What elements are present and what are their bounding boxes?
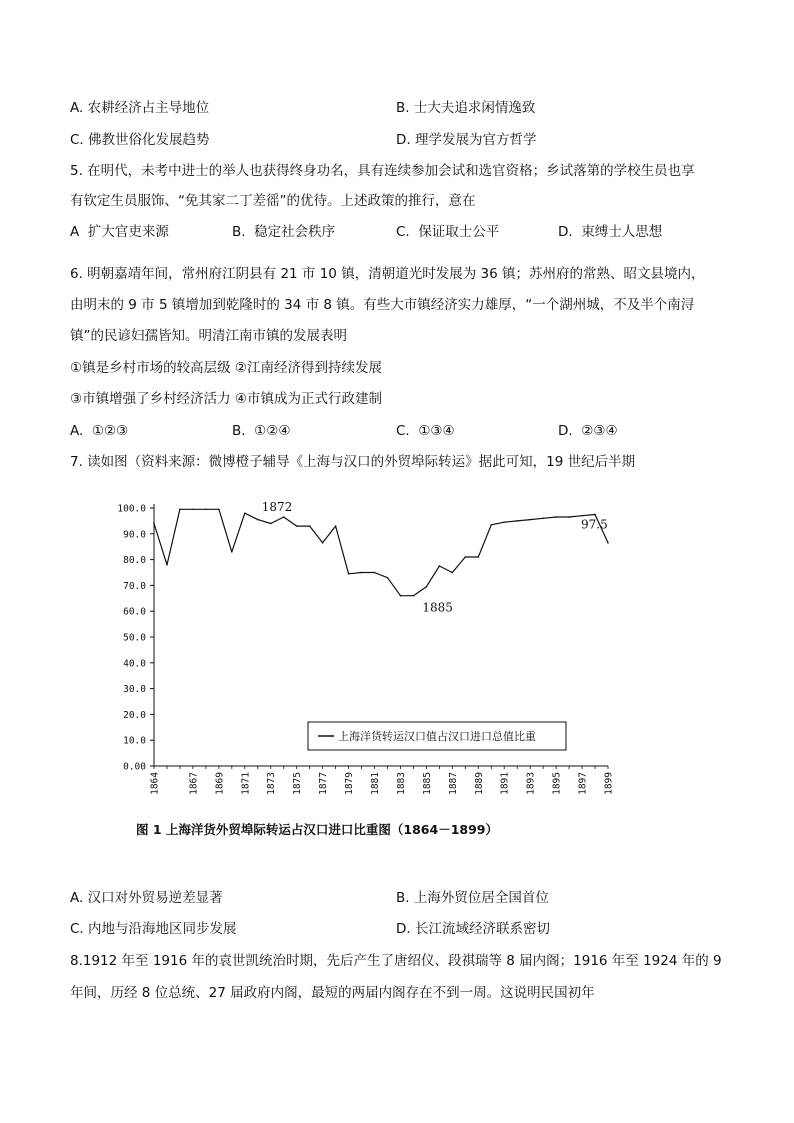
- data-point: [348, 573, 350, 575]
- x-tick-label: 1899: [603, 772, 615, 795]
- series-line: [154, 509, 608, 595]
- q5-option-d: [558, 222, 662, 242]
- x-axis: [150, 766, 615, 795]
- option-letter: D.: [396, 921, 411, 937]
- legend: [308, 722, 566, 750]
- data-point: [309, 525, 311, 527]
- data-point: [335, 525, 337, 527]
- option-text: 内地与沿海地区同步发展: [88, 921, 237, 937]
- option-text: 束缚士人思想: [581, 224, 663, 240]
- data-point: [387, 577, 389, 579]
- option-letter: A.: [70, 423, 84, 439]
- data-point: [322, 542, 324, 544]
- q7-option-d: [396, 919, 550, 939]
- option-text: ①②③: [91, 423, 129, 439]
- option-letter: D.: [558, 224, 573, 240]
- q7-option-c: [70, 919, 237, 939]
- x-tick-label: 1873: [266, 772, 278, 795]
- data-point: [516, 520, 518, 522]
- q6-option-a: [70, 421, 128, 441]
- data-point: [490, 524, 492, 526]
- data-point: [361, 572, 363, 574]
- data-point: [465, 556, 467, 558]
- option-letter: C.: [70, 132, 84, 148]
- data-point: [542, 518, 544, 520]
- x-tick-label: 1887: [447, 772, 459, 795]
- data-point: [503, 521, 505, 523]
- y-tick-label: 60.0: [123, 606, 146, 618]
- option-letter: C.: [70, 921, 84, 937]
- y-tick-label: 0.00: [123, 761, 146, 773]
- data-point: [283, 516, 285, 518]
- q4-option-b: [396, 98, 535, 118]
- data-point: [166, 564, 168, 566]
- y-tick-label: 70.0: [123, 580, 146, 592]
- data-point: [296, 525, 298, 527]
- option-letter: B.: [232, 423, 246, 439]
- data-point: [529, 519, 531, 521]
- q6-option-c: [396, 421, 455, 441]
- series: [153, 508, 609, 596]
- option-letter: D.: [396, 132, 411, 148]
- y-tick-label: 50.0: [123, 632, 146, 644]
- x-tick-label: 1897: [577, 772, 589, 795]
- option-text: 扩大官吏来源: [87, 224, 169, 240]
- data-point: [270, 523, 272, 525]
- option-text: ①③④: [418, 423, 455, 439]
- x-tick-label: 1895: [551, 772, 563, 795]
- data-point: [568, 516, 570, 518]
- annotation-label: 1885: [422, 600, 453, 615]
- q6-item-line-2: ③市镇增强了乡村经济活力 ④市镇成为正式行政建制: [70, 391, 382, 407]
- q7-stem: 7. 读如图（资料来源：微博橙子辅导《上海与汉口的外贸埠际转运》据此可知，19 世纪后半期: [70, 454, 636, 470]
- option-letter: B.: [396, 100, 410, 116]
- q6-stem-line-1: 6. 明朝嘉靖年间，常州府江阴县有 21 市 10 镇，清朝道光时发展为 36 镇；苏州府的常熟、昭文县境内，: [70, 266, 705, 282]
- x-tick-label: 1871: [240, 772, 252, 795]
- x-tick-label: 1869: [214, 772, 226, 795]
- q5-stem-line-1: 5. 在明代，未考中进士的举人也获得终身功名，具有连续参加会试和选官资格；乡试落第的学校生员也享: [70, 163, 695, 179]
- x-tick-label: 1867: [188, 772, 200, 795]
- x-tick-label: 1883: [395, 772, 407, 795]
- q8-stem-line-1: 8.1912 年至 1916 年的袁世凯统治时期，先后产生了唐绍仪、段祺瑞等 8 届内阁；1916 年至 1924 年的 9: [70, 953, 722, 969]
- trade-share-chart: [96, 492, 616, 852]
- option-text: 保证取士公平: [418, 224, 500, 240]
- line-chart-svg: [96, 492, 616, 852]
- data-point: [257, 519, 259, 521]
- x-tick-label: 1893: [525, 772, 537, 795]
- q5-option-a: [70, 222, 169, 242]
- q6-item-line-1: ①镇是乡村市场的较高层级 ②江南经济得到持续发展: [70, 360, 382, 376]
- option-text: 士大夫追求闲情逸致: [413, 100, 536, 116]
- data-point: [452, 572, 454, 574]
- q4-option-d: [396, 130, 536, 150]
- data-point: [192, 508, 194, 510]
- x-tick-label: 1881: [370, 772, 382, 795]
- y-tick-label: 20.0: [123, 709, 146, 721]
- x-tick-label: 1875: [292, 772, 304, 795]
- y-tick-label: 80.0: [123, 555, 146, 567]
- q5-option-b: [232, 222, 335, 242]
- data-point: [400, 595, 402, 597]
- q6-stem-line-3: 镇”的民谚妇孺皆知。明清江南市镇的发展表明: [70, 328, 347, 344]
- x-tick-label: 1891: [499, 772, 511, 795]
- data-point: [244, 512, 246, 514]
- x-tick-label: 1885: [421, 772, 433, 795]
- option-text: 稳定社会秩序: [254, 224, 336, 240]
- data-point: [231, 551, 233, 553]
- option-text: 长江流域经济联系密切: [414, 921, 550, 937]
- option-letter: A.: [70, 100, 84, 116]
- q7-option-b: [396, 888, 549, 908]
- option-letter: C.: [396, 423, 410, 439]
- option-letter: D.: [558, 423, 573, 439]
- q4-option-c: [70, 130, 210, 150]
- data-point: [153, 523, 155, 525]
- data-point: [179, 508, 181, 510]
- y-tick-label: 10.0: [123, 735, 146, 747]
- data-point: [218, 508, 220, 510]
- data-point: [439, 565, 441, 567]
- q6-option-d: [558, 421, 618, 441]
- data-point: [581, 515, 583, 517]
- x-tick-label: 1864: [149, 772, 161, 795]
- legend-label: 上海洋货转运汉口值占汉口进口总值比重: [338, 730, 536, 743]
- y-axis: [117, 504, 154, 773]
- x-tick-label: 1889: [473, 772, 485, 795]
- q8-stem-line-2: 年间，历经 8 位总统、27 届政府内阁，最短的两届内阁存在不到一周。这说明民国初年: [70, 985, 595, 1001]
- option-text: 农耕经济占主导地位: [87, 100, 210, 116]
- option-text: 理学发展为官方哲学: [414, 132, 537, 148]
- option-letter: A.: [70, 890, 84, 906]
- option-text: 佛教世俗化发展趋势: [88, 132, 210, 148]
- chart-caption: 图 1 上海洋货外贸埠际转运占汉口进口比重图（1864－1899）: [136, 822, 498, 837]
- data-point: [555, 516, 557, 518]
- y-tick-label: 30.0: [123, 684, 146, 696]
- y-tick-label: 100.0: [117, 503, 146, 515]
- q7-option-a: [70, 888, 223, 908]
- q5-stem-line-2: 有钦定生员服饰、“免其家二丁差徭”的优待。上述政策的推行，意在: [70, 193, 476, 209]
- option-letter: B.: [396, 890, 410, 906]
- x-tick-label: 1879: [344, 772, 356, 795]
- annotation-label: 97.5: [581, 517, 608, 532]
- option-letter: A: [70, 224, 80, 240]
- option-text: ②③④: [581, 423, 618, 439]
- annotation-label: 1872: [261, 500, 293, 515]
- data-point: [594, 514, 596, 516]
- y-tick-label: 40.0: [123, 658, 146, 670]
- option-text: 汉口对外贸易逆差显著: [87, 890, 223, 906]
- q6-option-b: [232, 421, 290, 441]
- data-point: [477, 556, 479, 558]
- x-tick-label: 1877: [318, 772, 330, 795]
- option-letter: B.: [232, 224, 246, 240]
- option-text: ①②④: [254, 423, 291, 439]
- data-point: [374, 572, 376, 574]
- q5-option-c: [396, 222, 499, 242]
- y-tick-label: 90.0: [123, 529, 146, 541]
- data-point: [205, 508, 207, 510]
- q6-stem-line-2: 由明末的 9 市 5 镇增加到乾隆时的 34 市 8 镇。有些大市镇经济实力雄厚，“一个湖州城，不及半个南浔: [70, 297, 695, 313]
- option-text: 上海外贸位居全国首位: [413, 890, 549, 906]
- option-letter: C.: [396, 224, 410, 240]
- data-point: [607, 542, 609, 544]
- q4-option-a: [70, 98, 209, 118]
- data-point: [426, 586, 428, 588]
- data-point: [413, 595, 415, 597]
